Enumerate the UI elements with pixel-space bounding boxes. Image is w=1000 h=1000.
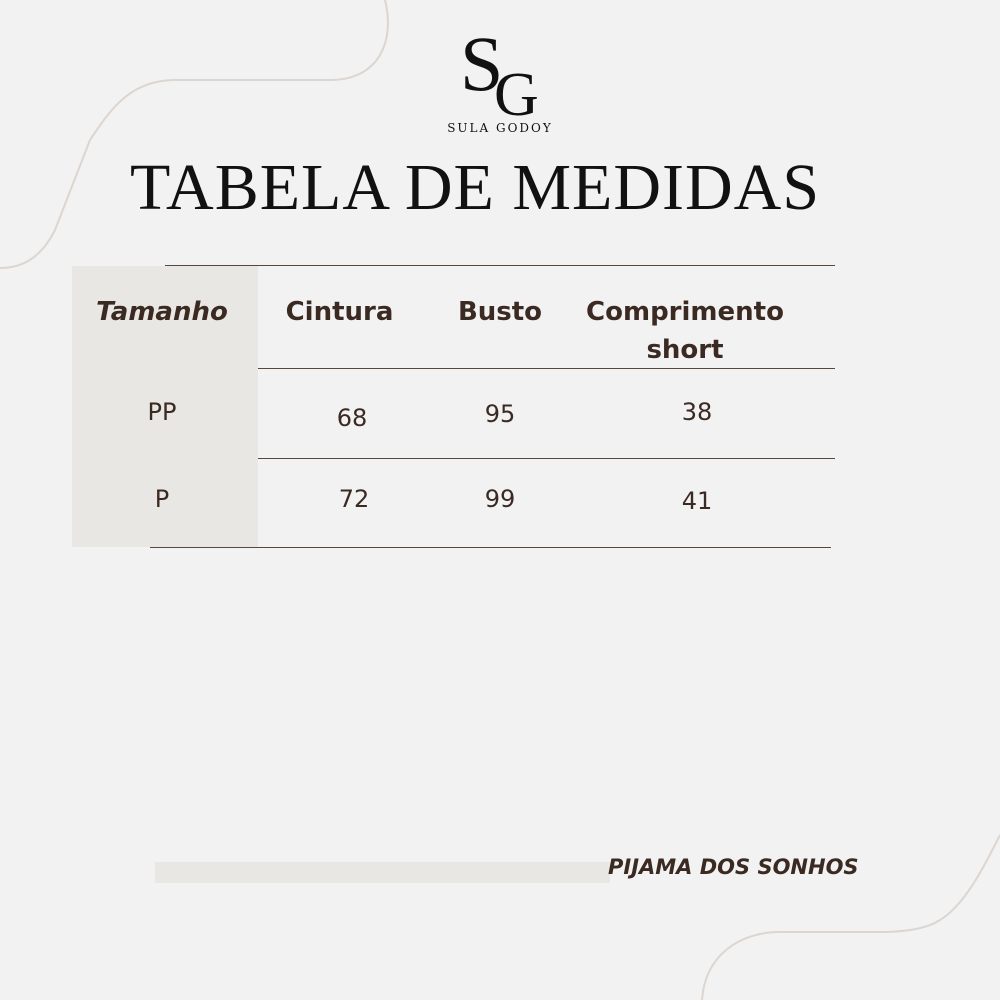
- header-size: Tamanho: [96, 297, 228, 327]
- row-pp-size: PP: [147, 398, 177, 426]
- row-pp-bust: 95: [484, 400, 516, 428]
- header-bust: Busto: [457, 297, 543, 327]
- row-p-size: P: [154, 485, 170, 513]
- table-rule-bottom: [150, 547, 831, 548]
- header-length-line1: Comprimento: [586, 297, 784, 327]
- svg-text:G: G: [494, 61, 539, 118]
- footer-label: PIJAMA DOS SONHOS: [608, 855, 859, 879]
- row-pp-length: 38: [681, 398, 713, 426]
- row-pp-waist: 68: [336, 404, 368, 432]
- footer-accent-bar: [155, 862, 610, 883]
- sg-monogram-icon: [450, 18, 550, 118]
- table-rule-row1: [258, 458, 835, 459]
- header-length-line2: short: [646, 335, 724, 365]
- top-left-curve: [0, 0, 388, 268]
- table-rule-top: [165, 265, 835, 266]
- row-p-bust: 99: [484, 485, 516, 513]
- header-length: [570, 293, 800, 369]
- brand-name: SULA GODOY: [447, 121, 553, 135]
- row-p-waist: 72: [338, 485, 370, 513]
- page-title: TABELA DE MEDIDAS: [130, 151, 821, 224]
- svg-text:S: S: [460, 20, 504, 107]
- header-waist: Cintura: [285, 297, 394, 327]
- brand-logo: [390, 18, 610, 143]
- row-p-length: 41: [681, 487, 713, 515]
